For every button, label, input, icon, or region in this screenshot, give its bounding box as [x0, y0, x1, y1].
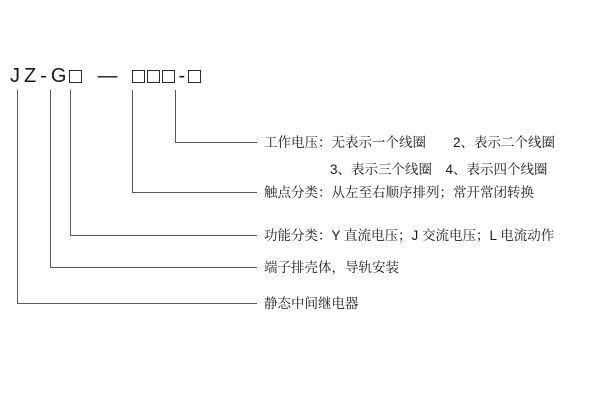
code-box-contact-2 — [147, 70, 160, 83]
annotation-function-classification: 功能分类：Y 直流电压；J 交流电压；L 电流动作 — [264, 228, 555, 243]
code-letter-g: G — [50, 65, 67, 87]
leader-line-contacts-vertical — [132, 90, 133, 192]
annotation-contact-classification: 触点分类：从左至右顺序排列；常开常闭转换 — [264, 185, 534, 200]
annotation-working-voltage-line2: 3、表示三个线圈 4、表示四个线圈 — [330, 162, 548, 177]
annotation-working-voltage-line1: 工作电压：无表示一个线圈 2、表示二个线圈 — [264, 135, 556, 150]
code-letter-j: J — [10, 65, 20, 87]
code-letter-z: Z — [24, 65, 37, 87]
annotation-terminal-housing: 端子排壳体，导轨安装 — [264, 260, 399, 275]
leader-line-housing-vertical — [50, 90, 51, 267]
leader-line-function-horizontal — [70, 235, 257, 236]
leader-line-contacts-horizontal — [132, 192, 257, 193]
leader-line-voltage-horizontal — [175, 142, 257, 143]
code-box-contact-3 — [162, 70, 175, 83]
leader-line-relay-horizontal — [17, 303, 257, 304]
code-box-group-contacts — [131, 70, 176, 83]
leader-line-housing-horizontal — [50, 267, 257, 268]
leader-line-relay-vertical — [17, 90, 18, 303]
code-box-voltage — [188, 70, 201, 83]
code-dash-3: - — [178, 65, 186, 87]
leader-line-function-vertical — [70, 90, 71, 235]
code-dash-2: — — [97, 65, 118, 87]
code-box-function — [69, 70, 82, 83]
code-dash-1: - — [40, 65, 47, 87]
leader-line-voltage-vertical — [175, 90, 176, 142]
code-box-contact-1 — [132, 70, 145, 83]
annotation-relay-type: 静态中间继电器 — [264, 296, 359, 311]
model-code — [8, 62, 202, 90]
